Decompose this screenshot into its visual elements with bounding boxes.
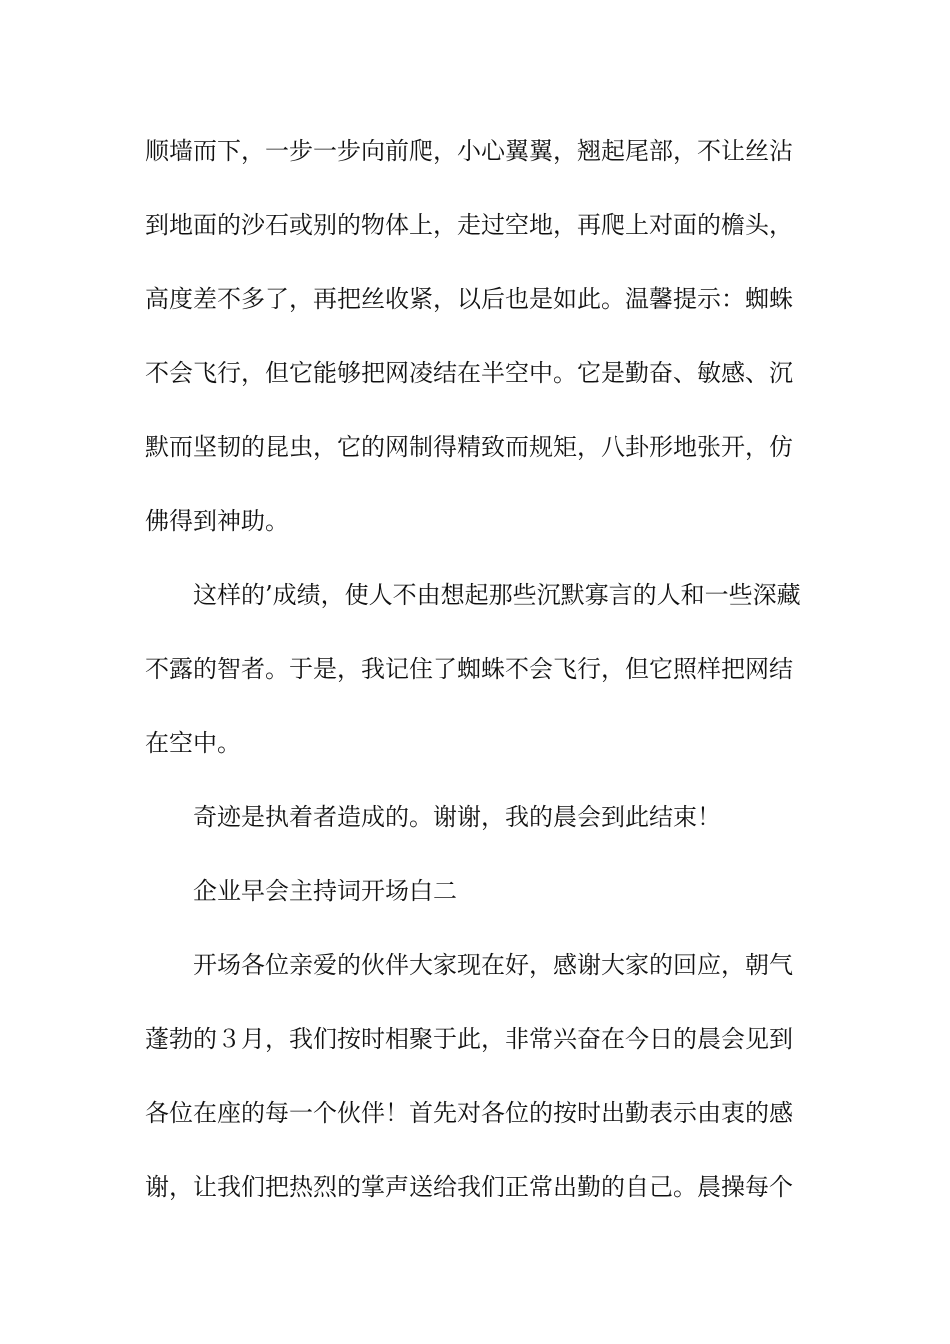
paragraph-line: 高度差不多了，再把丝收紧，以后也是如此。温馨提示：蜘蛛 — [145, 285, 793, 313]
section-heading: 企业早会主持词开场白二 — [193, 877, 457, 905]
paragraph-line: 不露的智者。于是，我记住了蜘蛛不会飞行，但它照样把网结 — [145, 655, 793, 683]
paragraph-line: 各位在座的每一个伙伴！首先对各位的按时出勤表示由衷的感 — [145, 1099, 793, 1127]
paragraph-line: 默而坚韧的昆虫，它的网制得精致而规矩，八卦形地张开，仿 — [145, 433, 793, 461]
paragraph-line: 顺墙而下，一步一步向前爬，小心翼翼，翘起尾部，不让丝沾 — [145, 137, 793, 165]
paragraph-line: 蓬勃的３月，我们按时相聚于此，非常兴奋在今日的晨会见到 — [145, 1025, 793, 1053]
paragraph-line: 这样的’成绩，使人不由想起那些沉默寡言的人和一些深藏 — [193, 581, 801, 609]
paragraph-line: 在空中。 — [145, 729, 241, 757]
paragraph-line: 到地面的沙石或别的物体上，走过空地，再爬上对面的檐头， — [145, 211, 793, 239]
paragraph-line: 谢，让我们把热烈的掌声送给我们正常出勤的自己。晨操每个 — [145, 1173, 793, 1201]
paragraph-line: 佛得到神助。 — [145, 507, 289, 535]
paragraph-line: 不会飞行，但它能够把网凌结在半空中。它是勤奋、敏感、沉 — [145, 359, 793, 387]
paragraph-line: 开场各位亲爱的伙伴大家现在好，感谢大家的回应，朝气 — [193, 951, 793, 979]
paragraph-line: 奇迹是执着者造成的。谢谢，我的晨会到此结束！ — [193, 803, 721, 831]
